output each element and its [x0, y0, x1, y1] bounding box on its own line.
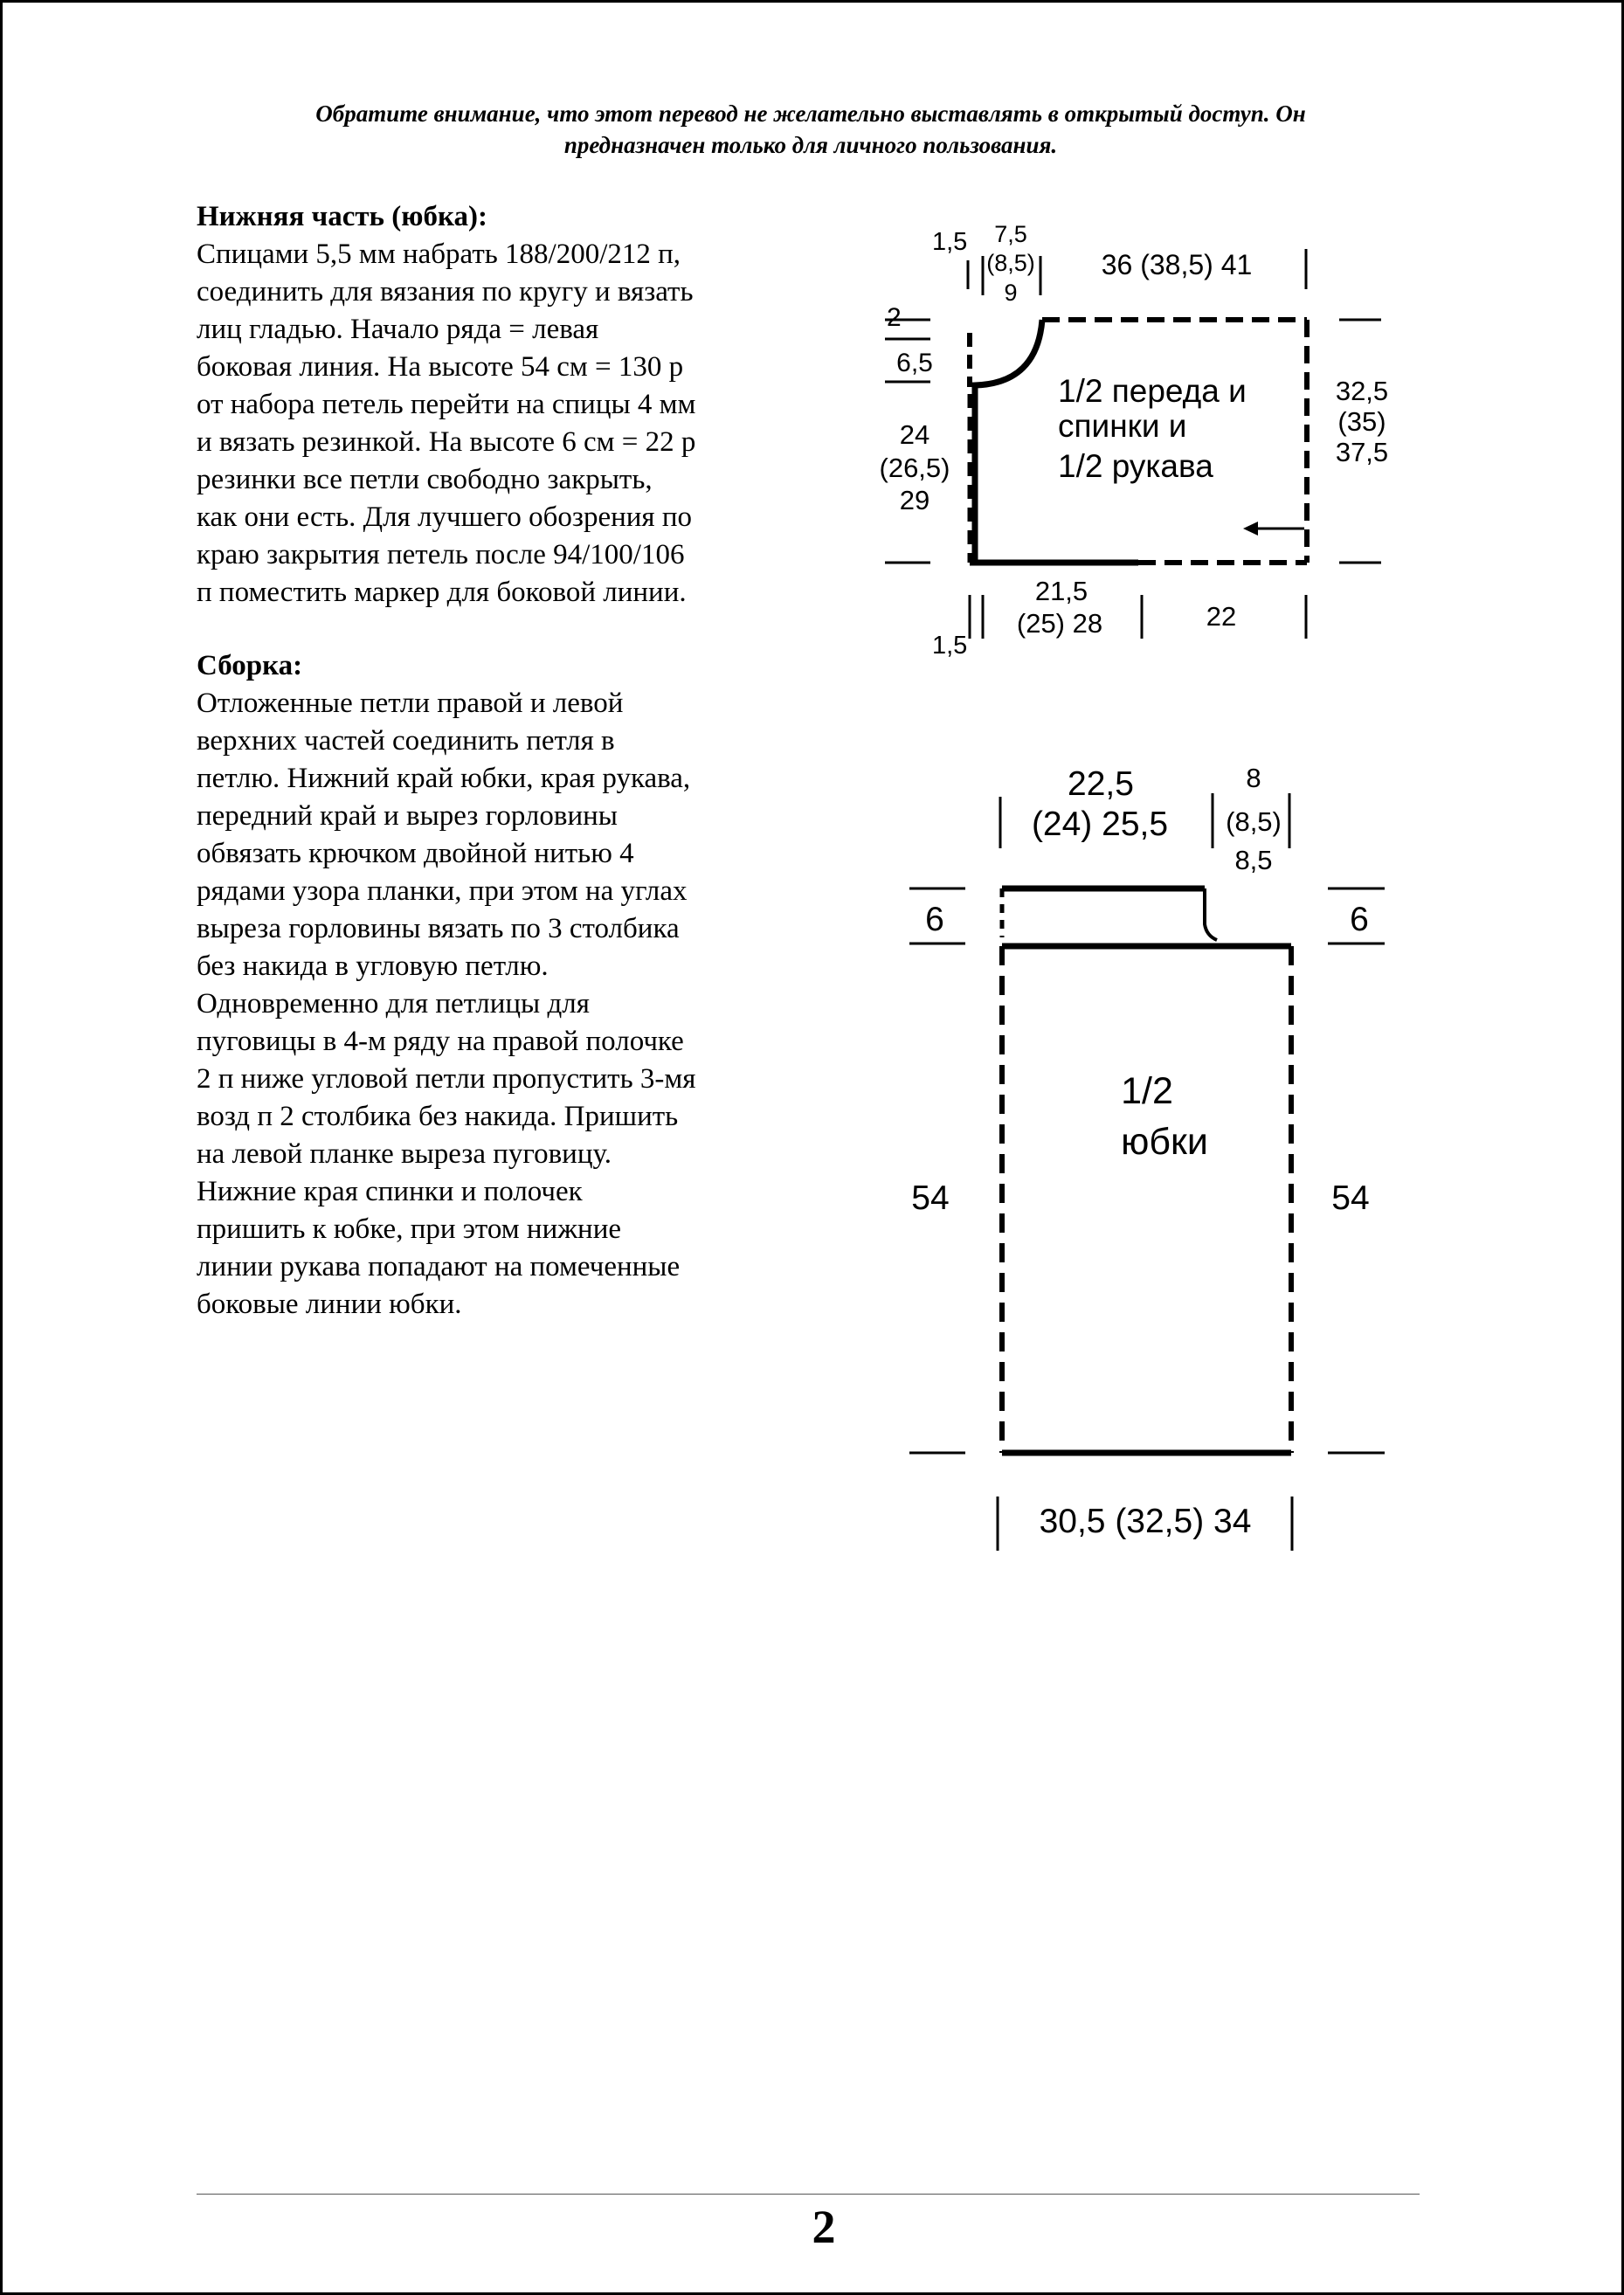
- assembly-text-line: без накида в угловую петлю.: [197, 950, 549, 982]
- assembly-heading: Сборка:: [197, 650, 303, 681]
- skirt-dim-band-left: 6: [925, 901, 944, 938]
- assembly-text-line: на левой планке выреза пуговицу.: [197, 1138, 612, 1170]
- dim-neck-2: (8,5): [986, 250, 1035, 276]
- bodice-label-line-2: спинки и: [1058, 408, 1187, 444]
- assembly-text-line: 2 п ниже угловой петли пропустить 3-мя: [197, 1063, 696, 1095]
- dim-bottom-left: 1,5: [932, 632, 968, 660]
- skirt-dim-height-right: 54: [1331, 1179, 1370, 1217]
- dim-right-2: (35): [1337, 406, 1386, 437]
- skirt-text-line: краю закрытия петель после 94/100/106: [197, 539, 685, 570]
- skirt-heading: Нижняя часть (юбка):: [197, 201, 487, 232]
- dim-neck-3: 9: [1004, 280, 1018, 306]
- skirt-text-line: Спицами 5,5 мм набрать 188/200/212 п,: [197, 238, 681, 270]
- skirt-text-line: боковая линия. На высоте 54 см = 130 р: [197, 351, 684, 383]
- skirt-dim-right-top-1: 8: [1246, 763, 1261, 793]
- dim-right-1: 32,5: [1335, 376, 1389, 406]
- page-number: 2: [812, 2201, 836, 2253]
- skirt-dim-right-top-2: (8,5): [1226, 806, 1282, 837]
- dim-left-1: 24: [899, 419, 930, 450]
- skirt-label-line-2: юбки: [1121, 1121, 1208, 1163]
- assembly-text-line: обвязать крючком двойной нитью 4: [197, 838, 634, 869]
- skirt-schematic: [3, 3, 1624, 2295]
- assembly-text-line: Одновременно для петлицы для: [197, 988, 590, 1020]
- skirt-dim-top-1: 22,5: [1068, 765, 1134, 803]
- skirt-text-line: как они есть. Для лучшего обозрения по: [197, 501, 692, 533]
- skirt-label-line-1: 1/2: [1121, 1070, 1173, 1112]
- notice-line-1: Обратите внимание, что этот перевод не желательно выставлять в открытый доступ. Он: [315, 100, 1306, 127]
- skirt-dim-bottom-width: 30,5 (32,5) 34: [1039, 1503, 1252, 1540]
- dim-left-2: (26,5): [879, 453, 950, 483]
- notice-line-2: предназначен только для личного пользования.: [563, 131, 1058, 158]
- bodice-label-line-3: 1/2 рукава: [1058, 448, 1213, 484]
- dim-left-neck-depth: 6,5: [896, 349, 933, 377]
- dim-right-3: 37,5: [1335, 437, 1389, 467]
- skirt-text-line: п поместить маркер для боковой линии.: [197, 577, 687, 608]
- dim-neck-1: 7,5: [994, 221, 1027, 247]
- skirt-dim-band-right: 6: [1350, 901, 1369, 938]
- assembly-text-line: пуговицы в 4-м ряду на правой полочке: [197, 1026, 684, 1057]
- skirt-text-line: от набора петель перейти на спицы 4 мм: [197, 389, 696, 420]
- dim-bottom-2: (25) 28: [1016, 608, 1103, 639]
- assembly-text-line: верхних частей соединить петля в: [197, 725, 615, 757]
- assembly-text-line: пришить к юбке, при этом нижние: [197, 1213, 622, 1245]
- assembly-text-line: Нижние края спинки и полочек: [197, 1176, 583, 1207]
- dim-bottom-1: 21,5: [1034, 576, 1088, 606]
- assembly-text-line: боковые линии юбки.: [197, 1289, 462, 1320]
- dim-left-3: 29: [899, 485, 930, 515]
- skirt-dim-height-left: 54: [911, 1179, 950, 1217]
- skirt-dim-right-top-3: 8,5: [1234, 845, 1273, 875]
- dim-bottom-right: 22: [1206, 601, 1237, 632]
- waistband-notch: [1205, 888, 1217, 940]
- footer-divider: [197, 2194, 1420, 2195]
- skirt-text-line: соединить для вязания по кругу и вязать: [197, 276, 694, 308]
- skirt-dim-top-2: (24) 25,5: [1031, 805, 1169, 843]
- assembly-text-line: линии рукава попадают на помеченные: [197, 1251, 681, 1282]
- assembly-text-line: Отложенные петли правой и левой: [197, 688, 624, 719]
- skirt-text-line: лиц гладью. Начало ряда = левая: [197, 314, 599, 345]
- skirt-dimension-ticks: [909, 793, 1385, 1551]
- assembly-text-line: петлю. Нижний край юбки, края рукава,: [197, 763, 691, 794]
- skirt-text-line: резинки все петли свободно закрыть,: [197, 464, 653, 495]
- dim-left-small: 2: [887, 303, 902, 332]
- skirt-text-line: и вязать резинкой. На высоте 6 см = 22 р: [197, 426, 696, 458]
- assembly-text-line: возд п 2 столбика без накида. Пришить: [197, 1101, 679, 1132]
- assembly-text-line: рядами узора планки, при этом на углах: [197, 875, 688, 907]
- assembly-text-line: выреза горловины вязать по 3 столбика: [197, 913, 680, 944]
- dim-top-left: 1,5: [932, 228, 968, 256]
- bodice-label-line-1: 1/2 переда и: [1058, 373, 1247, 409]
- dim-top-width: 36 (38,5) 41: [1101, 249, 1253, 280]
- assembly-text-line: передний край и вырез горловины: [197, 800, 618, 832]
